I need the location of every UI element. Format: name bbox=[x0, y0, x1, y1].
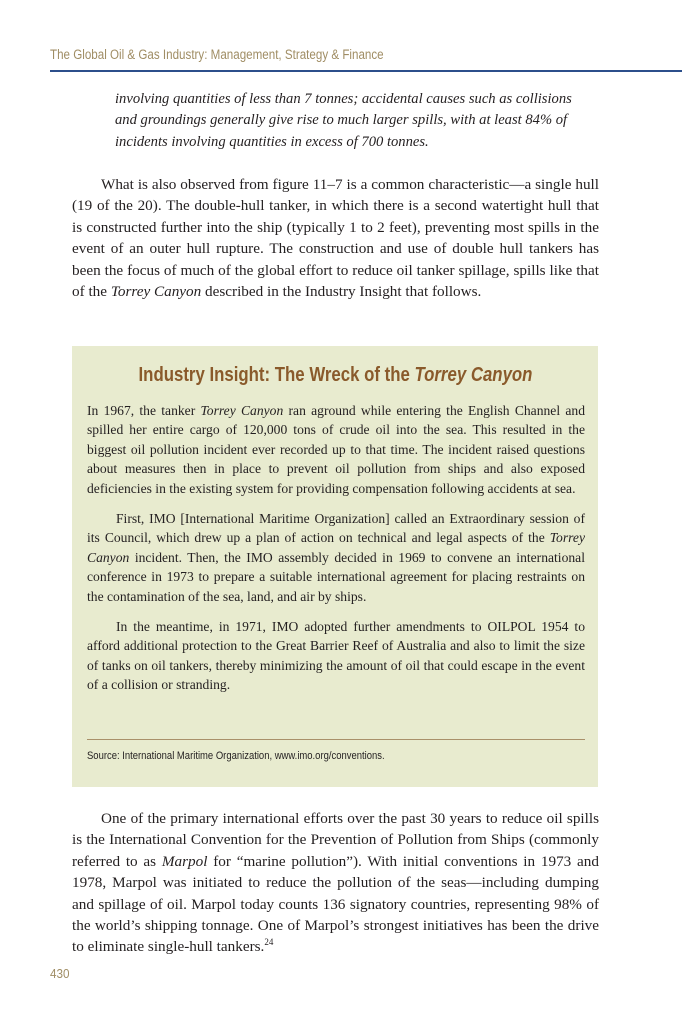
running-head: The Global Oil & Gas Industry: Management, Strategy & Finance bbox=[50, 47, 384, 62]
page-number: 430 bbox=[50, 966, 70, 981]
sidebar-paragraph-2 bbox=[87, 509, 585, 606]
sidebar-title-prefix: Industry Insight: The Wreck of the bbox=[138, 364, 415, 386]
sidebar-p2-a: First, IMO [International Maritime Organization] called an Extraordinary session of its Council, which drew up a plan of action on technical and legal aspects of the bbox=[87, 511, 585, 546]
block-quote bbox=[115, 89, 583, 153]
sidebar-title bbox=[72, 364, 598, 387]
paragraph-2-text bbox=[72, 808, 599, 958]
paragraph-1-part-2: described in the Industry Insight that follows. bbox=[201, 283, 482, 301]
paragraph-2-marpol: Marpol bbox=[161, 852, 208, 870]
block-quote-text: involving quantities of less than 7 tonnes; accidental causes such as collisions and groundings generally give rise to much larger spills, with at least 84% of incidents involving quantities in excess of 700 tonnes. bbox=[115, 91, 572, 150]
industry-insight-sidebar bbox=[72, 346, 598, 787]
footnote-marker: 24 bbox=[264, 937, 274, 948]
sidebar-body bbox=[87, 401, 585, 706]
body-paragraph-2 bbox=[72, 808, 599, 958]
sidebar-title-ship-name: Torrey Canyon bbox=[414, 364, 532, 386]
sidebar-p1-a: In 1967, the tanker bbox=[87, 403, 201, 418]
body-paragraph-1 bbox=[72, 174, 599, 302]
sidebar-divider bbox=[87, 739, 585, 740]
sidebar-p2-b: incident. Then, the IMO assembly decided in 1969 to convene an international conference in 1973 to prepare a suitable international agreement for placing restraints on the contamination of the sea, land, and air by ships. bbox=[87, 549, 585, 604]
sidebar-p2-ship-name: Torrey Canyon bbox=[87, 530, 585, 565]
sidebar-paragraph-1 bbox=[87, 401, 585, 498]
paragraph-1-text bbox=[72, 174, 599, 302]
sidebar-source: Source: International Maritime Organization, www.imo.org/conventions. bbox=[87, 750, 385, 762]
sidebar-paragraph-3: In the meantime, in 1971, IMO adopted further amendments to OILPOL 1954 to afford additional protection to the Great Barrier Reef of Australia and also to limit the size of tanks on oil tankers, thereby minimizing the amount of oil that could escape in the event of a collision or stranding. bbox=[87, 619, 585, 693]
paragraph-1-part-1: What is also observed from figure 11–7 is a common characteristic—a single hull (19 of the 20). The double-hull tanker, in which there is a second watertight hull that is constructed further into the ship (typically 1 to 2 feet), preventing most spills in the event of an outer hull rupture. The construction and use of double hull tankers has been the focus of much of the global effort to reduce oil tanker spillage, spills like that of the bbox=[72, 176, 599, 301]
paragraph-1-ship-name: Torrey Canyon bbox=[110, 283, 202, 301]
paragraph-2-part-1: One of the primary international efforts over the past 30 years to reduce oil spills is the International Convention for the Prevention of Pollution from Ships (commonly referred to as bbox=[72, 810, 599, 870]
header-rule bbox=[50, 70, 682, 72]
sidebar-p1-b: ran aground while entering the English Channel and spilled her entire cargo of 120,000 tons of crude oil into the sea. This resulted in the biggest oil pollution incident ever recorded up to that time. The incident raised questions about measures then in place to prevent oil pollution from ships and also exposed deficiencies in the existing system for providing compensation following accidents at sea. bbox=[87, 403, 585, 496]
paragraph-2-part-2: for “marine pollution”). With initial conventions in 1973 and 1978, Marpol was initiated to reduce the pollution of the seas—including dumping and spillage of oil. Marpol today counts 136 signatory countries, representing 98% of the world’s shipping tonnage. One of Marpol’s strongest initiatives has been the drive to eliminate single-hull tankers. bbox=[72, 852, 599, 956]
sidebar-p1-ship-name: Torrey Canyon bbox=[200, 403, 284, 418]
